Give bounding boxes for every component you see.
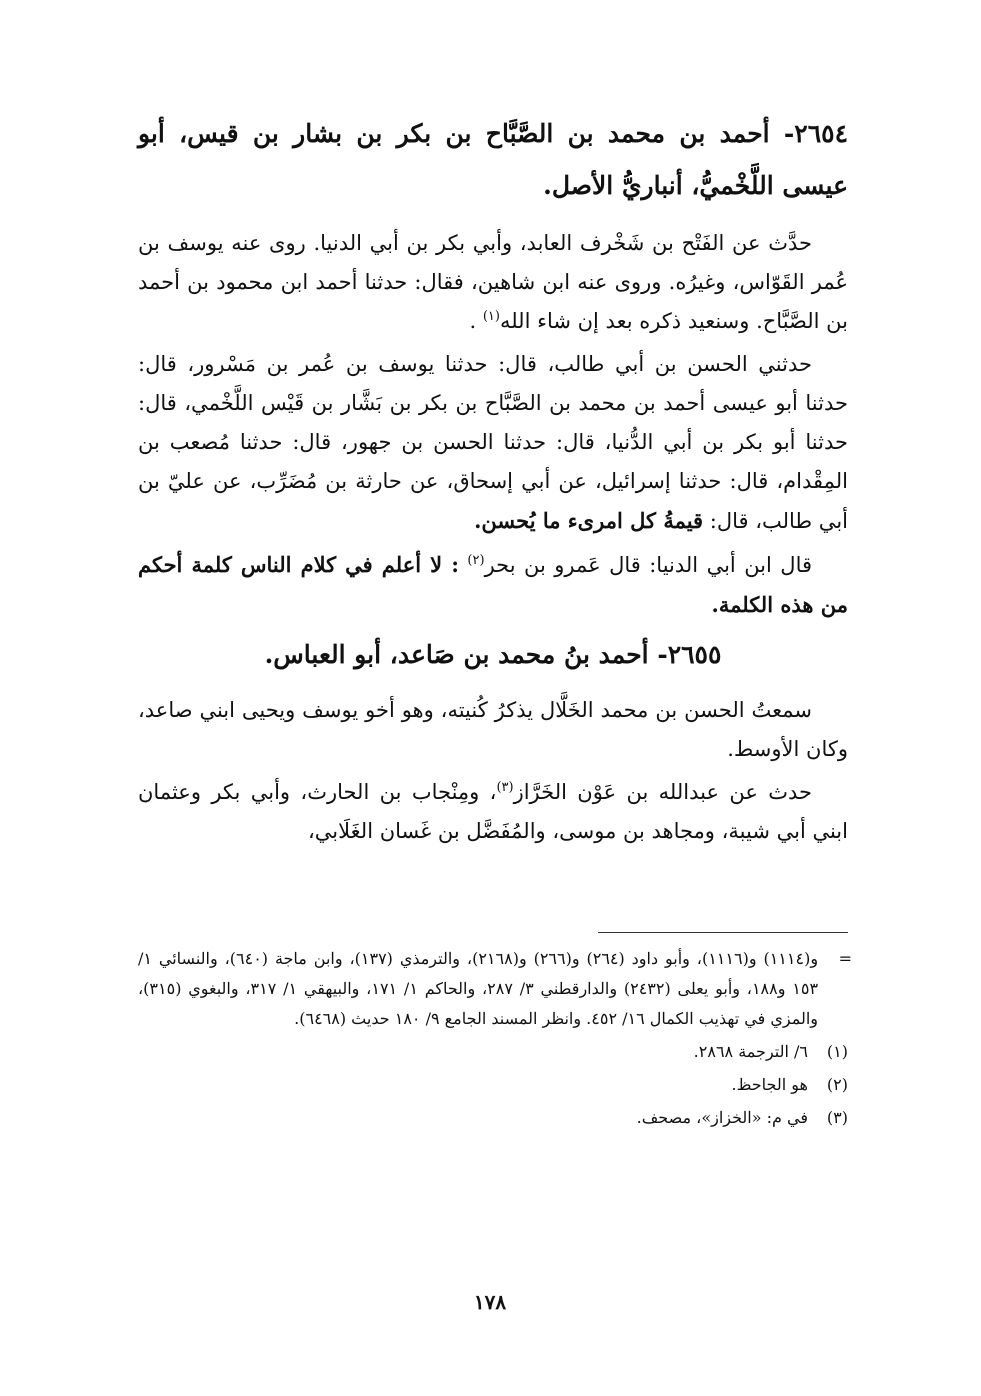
footnote-ref: (٢) — [467, 553, 485, 568]
page-number: ١٧٨ — [473, 1290, 507, 1314]
footnote-item — [138, 1070, 848, 1100]
paragraph — [138, 545, 848, 625]
footnote-ref: (١) — [482, 309, 500, 324]
paragraph-text: حدثني الحسن بن أبي طالب، قال: حدثنا يوسف بن عُمر بن مَسْرور، قال: حدثنا أبو عيسى أحمد بن محمد بن الصَّبَّاح بن بكر بن بَشَّار بن قَيْس اللَّخْمي، قال: حدثنا أبو بكر بن أبي الدُّنيا، قال: حدثنا الحسن بن جهور، قال: حدثنا مُصعب بن المِقْدام، قال: حدثنا إسرائيل، عن أبي إسحاق، عن حارثة بن مُضَرِّب، عن عليّ بن أبي طالب، قال: — [138, 352, 848, 533]
footnote-text: و(١١١٤) و(١١١٦)، وأبو داود (٢٦٤) و(٢٦٦) و(٢١٦٨)، والترمذي (١٣٧)، وابن ماجة (٦٤٠)، والنسائي ١/ ١٥٣ و١٨٨، وأبو يعلى (٢٤٣٢) والدارقطني ٣/ ٢٨٧، والحاكم ١/ ١٧١، والبيهقي ١/ ٣١٧، والبغوي (٣١٥)، والمزي في تهذيب الكمال ١٦/ ٤٥٢. وانظر المسند الجامع ٩/ ١٨٠ حديث (٦٤٦٨). — [138, 949, 819, 1028]
footnote-ref: (٣) — [496, 780, 514, 795]
paragraph-text: سمعتُ الحسن بن محمد الخَلَّال يذكرُ كُنيته، وهو أخو يوسف ويحيى ابني صاعد، وكان الأوسط. — [138, 698, 848, 761]
entry-heading-2655: ٢٦٥٥- أحمد بنُ محمد بن صَاعد، أبو العباس. — [264, 640, 722, 669]
paragraph — [138, 345, 848, 541]
footnote-text: ٦/ الترجمة ٢٨٦٨. — [693, 1042, 808, 1061]
quote-text: : لا أعلم في كلام الناس كلمة أحكم من هذه الكلمة. — [138, 552, 848, 617]
footnote-continuation — [138, 944, 852, 1034]
footnote-item — [138, 1103, 848, 1133]
continuation-mark: = — [838, 949, 852, 968]
footnote-number: (١) — [826, 1042, 848, 1061]
main-text — [138, 108, 848, 855]
paragraph-text: ، ومِنْجاب بن الحارث، وأبي بكر وعثمان ابني أبي شيبة، ومجاهد بن موسى، والمُفَضَّل بن غَسان الغَلَابي، — [138, 780, 848, 843]
paragraph-text: حدث عن عبدالله بن عَوْن الخَرَّاز — [513, 780, 812, 804]
footnote-divider — [598, 932, 848, 933]
footnote-item — [138, 1037, 848, 1067]
paragraph-text: قال ابن أبي الدنيا: قال عَمرو بن بحر — [484, 553, 812, 577]
paragraph — [138, 691, 848, 769]
footnote-number: (٣) — [826, 1108, 848, 1127]
entry-heading-2654: ٢٦٥٤- أحمد بن محمد بن الصَّبَّاح بن بكر بن بشار بن قيس، أبو عيسى اللَّخْميُّ، أنباريُّ الأصل. — [138, 119, 848, 200]
paragraph: حدَّث عن الفَتْح بن شَخْرف العابد، وأبي بكر بن أبي الدنيا. روى عنه يوسف بن عُمر القَوّاس، وغيرُه. وروى عنه ابن شاهين، فقال: حدثنا أحمد ابن محمود بن أحمد بن الصَّبَّاح. وسنعيد ذكره بعد إن شاء الله$^{(١)}$ . — [138, 231, 848, 333]
footnote-text: هو الجاحظ. — [731, 1075, 808, 1094]
paragraph-text: حدَّث عن الفَتْح بن شَخْرف العابد، وأبي بكر بن أبي الدنيا. روى عنه يوسف بن عُمر القَوّاس، وغيرُه. وروى عنه ابن شاهين، فقال: حدثنا أحمد ابن محمود بن أحمد بن الصَّبَّاح. وسنعيد ذكره بعد إن شاء الله — [138, 231, 848, 333]
paragraph — [138, 773, 848, 851]
quote-text: قيمةُ كل امرىء ما يُحسن. — [474, 508, 704, 533]
footnote-number: (٢) — [826, 1075, 848, 1094]
footnotes — [138, 944, 852, 1133]
footnote-text: في م: «الخزاز»، مصحف. — [636, 1108, 808, 1127]
